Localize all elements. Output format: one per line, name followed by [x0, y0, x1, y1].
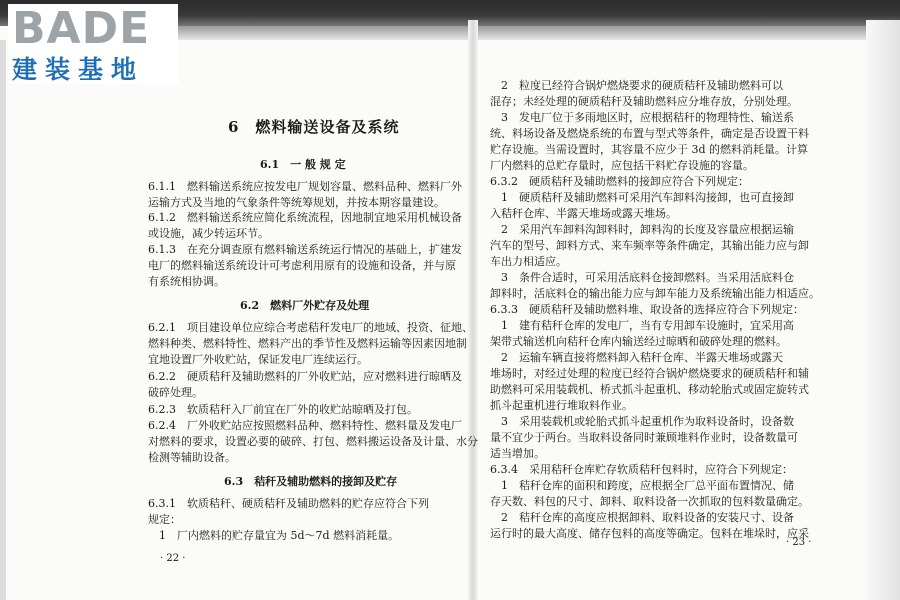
- text-line: 运输方式及当地的气象条件等统筹规划，并按本期容量建设。: [148, 196, 445, 209]
- text-line: 规定：: [148, 513, 181, 526]
- text-line: 1 硬质秸秆及辅助燃料可采用汽车卸料沟接卸，也可直接卸: [490, 191, 794, 204]
- text-line: 助燃料可采用装载机、桥式抓斗起重机、移动轮胎式或固定旋转式: [490, 383, 809, 396]
- text-line: 2 运输车辆直接将燃料卸入秸秆仓库、半露天堆场或露天: [490, 351, 783, 364]
- text-line: 运行时的最大高度、储存包料的高度等确定。包料在堆垛时，应采: [490, 527, 809, 540]
- text-line: 6.1.1 燃料输送系统应按发电厂规划容量、燃料品种、燃料厂外: [148, 180, 462, 193]
- scan-edge-left: [0, 40, 6, 600]
- text-line: 2 秸秆仓库的高度应根据卸料、取料设备的安装尺寸、设备: [490, 511, 794, 524]
- text-line: 卸料时，活底料仓的输出能力应与卸车能力及系统输出能力相适应。: [490, 287, 820, 300]
- bade-logo: [8, 4, 178, 84]
- page-number-left: · 22 ·: [160, 553, 186, 564]
- text-line: 混存；未经处理的硬质秸秆及辅助燃料应分堆存放，分别处理。: [490, 95, 798, 108]
- logo-subtitle: 建装基地: [12, 55, 145, 84]
- text-line: 车出力相适应。: [490, 255, 567, 268]
- text-line: 6.2.2 硬质秸秆及辅助燃料的厂外收贮站，应对燃料进行晾晒及: [148, 370, 462, 383]
- page-number-right: · 23 ·: [786, 537, 812, 548]
- text-line: 6.2.3 软质秸秆入厂前宜在厂外的收贮站晾晒及打包。: [148, 403, 418, 416]
- text-line: 有系统相协调。: [148, 275, 225, 288]
- text-line: 6.2.1 项目建设单位应综合考虑秸秆发电厂的地域、投资、征地、: [148, 321, 473, 334]
- text-line: 入秸秆仓库、半露天堆场或露天堆场。: [490, 207, 677, 220]
- section-title-6-3: 6.3 秸秆及辅助燃料的接卸及贮存: [224, 475, 398, 488]
- text-line: 2 粒度已经符合锅炉燃烧要求的硬质秸秆及辅助燃料可以: [490, 79, 783, 92]
- text-line: 宜地设置厂外收贮站，保证发电厂连续运行。: [148, 353, 368, 366]
- text-line: 适当增加。: [490, 447, 545, 460]
- text-line: 存天数、料包的尺寸、卸料、取料设备一次抓取的包料数量确定。: [490, 495, 809, 508]
- text-line: 3 采用装载机或轮胎式抓斗起重机作为取料设备时，设备数: [490, 415, 794, 428]
- text-line: 6.1.3 在充分调查原有燃料输送系统运行情况的基础上，扩建发: [148, 243, 462, 256]
- text-line: 燃料种类、燃料特性、燃料产出的季节性及燃料运输等因素因地制: [148, 337, 467, 350]
- text-line: 架带式输送机向秸秆仓库内输送经过晾晒和破碎处理的燃料。: [490, 335, 787, 348]
- text-line: 6.3.1 软质秸秆、硬质秸秆及辅助燃料的贮存应符合下列: [148, 497, 429, 510]
- text-line: 6.3.4 采用秸秆仓库贮存软质秸秆包料时，应符合下列规定：: [490, 463, 793, 476]
- text-line: 汽车的型号、卸料方式、来车频率等条件确定，其输出能力应与卸: [490, 239, 809, 252]
- book-gutter: [468, 20, 478, 600]
- text-line: 量不宜少于两台。当取料设备同时兼顾堆料作业时，设备数量可: [490, 431, 798, 444]
- text-line: 1 秸秆仓库的面积和跨度，应根据全厂总平面布置情况、储: [490, 479, 794, 492]
- text-line: 3 条件合适时，可采用活底料仓接卸燃料。当采用活底料仓: [490, 271, 794, 284]
- logo-title: BADE: [12, 3, 151, 54]
- text-line: 贮存设施。当需设置时，其容量不应少于 3d 的燃料消耗量。计算: [490, 143, 809, 156]
- text-line: 1 建有秸秆仓库的发电厂，当有专用卸车设施时，宜采用高: [490, 319, 794, 332]
- text-line: 统、料场设备及燃烧系统的布置与型式等条件，确定是否设置干料: [490, 127, 809, 140]
- text-line: 抓斗起重机进行堆取料作业。: [490, 399, 633, 412]
- text-line: 堆场时，对经过处理的粒度已经符合锅炉燃烧要求的硬质秸秆和辅: [490, 367, 809, 380]
- text-line: 检测等辅助设备。: [148, 451, 236, 464]
- text-line: 6.1.2 燃料输送系统应简化系统流程，因地制宜地采用机械设备: [148, 211, 462, 224]
- text-line: 1 厂内燃料的贮存量宜为 5d～7d 燃料消耗量。: [148, 529, 400, 542]
- section-title-6-2: 6.2 燃料厂外贮存及处理: [240, 299, 370, 312]
- scan-edge-right: [866, 20, 900, 600]
- scan-shadow-gradient: [170, 26, 900, 40]
- text-line: 6.2.4 厂外收贮站应按照燃料品种、燃料特性、燃料量及发电厂: [148, 419, 462, 432]
- chapter-title: 6 燃料输送设备及系统: [228, 118, 400, 136]
- text-line: 厂内燃料的总贮存量时，应包括干料贮存设施的容量。: [490, 159, 754, 172]
- text-line: 电厂的燃料输送系统设计可考虑利用原有的设施和设备，并与原: [148, 259, 456, 272]
- text-line: 破碎处理。: [148, 386, 203, 399]
- text-line: 对燃料的要求，设置必要的破碎、打包、燃料搬运设备及计量、水分: [148, 435, 478, 448]
- text-line: 2 采用汽车卸料沟卸料时，卸料沟的长度及容量应根据运输: [490, 223, 794, 236]
- text-line: 或设施，减少转运环节。: [148, 227, 269, 240]
- section-title-6-1: 6.1 一 般 规 定: [260, 158, 346, 171]
- text-line: 3 发电厂位于多雨地区时，应根据秸秆的物理特性、输送系: [490, 111, 794, 124]
- text-line: 6.3.2 硬质秸秆及辅助燃料的接卸应符合下列规定：: [490, 175, 749, 188]
- text-line: 6.3.3 硬质秸秆及辅助燃料堆、取设备的选择应符合下列规定：: [490, 303, 804, 316]
